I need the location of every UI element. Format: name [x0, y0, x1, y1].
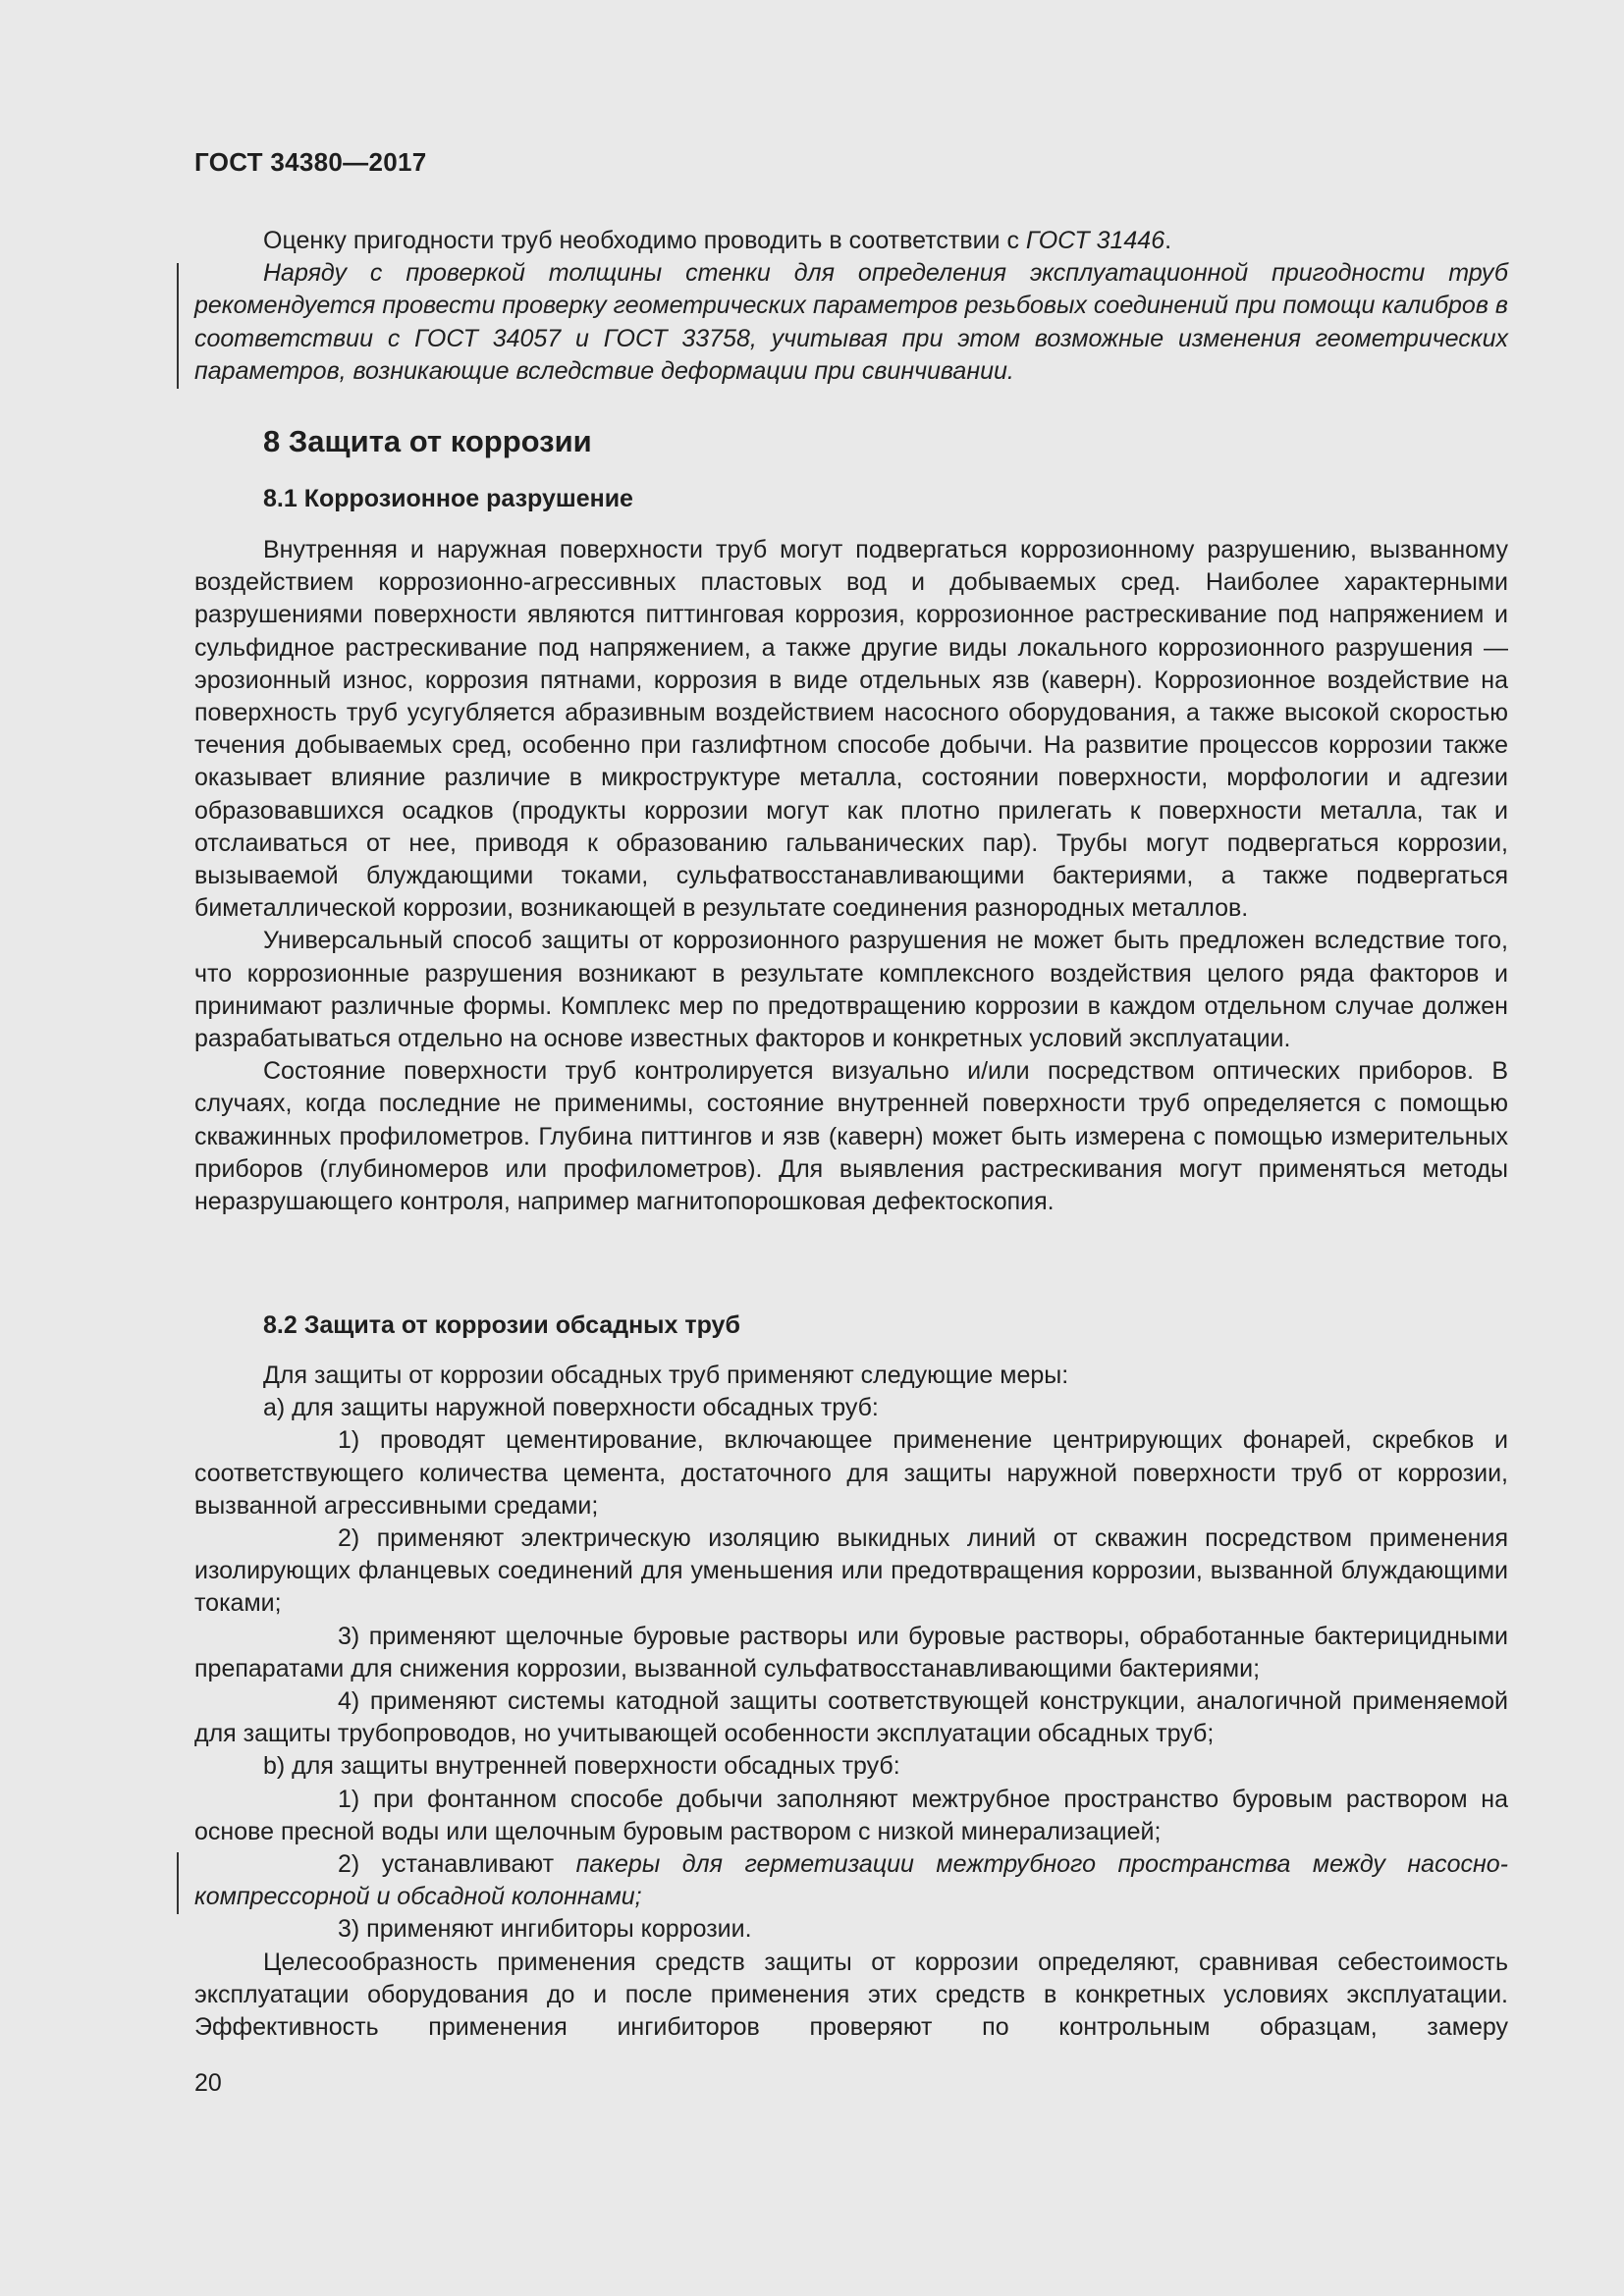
intro-paragraph-2: Наряду с проверкой толщины стенки для определения эксплуатационной пригодности труб рекомендуется провести проверку геометрических параметров резьбовых соединений при помощи калибров в соответствии с ГОСТ 34057 и ГОСТ 33758, учитывая при этом возможные изменения геометрических параметров, возникающие вследствие деформации при свинчивании. — [194, 259, 1508, 385]
subsection-8-1-body — [194, 534, 1508, 1218]
paragraph-closing: Целесообразность применения средств защиты от коррозии определяют, сравнивая себестоимость эксплуатации оборудования до и после применения этих средств в конкретных условиях эксплуатации. Эффективность применения ингибиторов проверяют по контрольным образцам, замеру — [194, 1948, 1508, 2042]
paragraph: Внутренняя и наружная поверхности труб могут подвергаться коррозионному разрушению, вызванному воздействием коррозионно-агрессивных пластовых вод и добываемых сред. Наиболее характерными разрушениями поверхности являются питтинговая коррозия, коррозионное растрескивание под напряжением и сульфидное растрескивание под напряжением, а также другие виды локального коррозионного разрушения — эрозионный износ, коррозия пятнами, коррозия в виде отдельных язв (каверн). Коррозионное воздействие на поверхность труб усугубляется абразивным воздействием насосного оборудования, а также высокой скоростью течения добываемых сред, особенно при газлифтном способе добычи. На развитие процессов коррозии также оказывает влияние различие в микроструктуре металла, состоянии поверхности, морфологии и адгезии образовавшихся осадков (продукты коррозии могут как плотно прилегать к поверхности металла, так и отслаиваться от нее, приводя к образованию гальванических пар). Трубы могут подвергаться коррозии, вызываемой блуждающими токами, сульфатвосстанавливающими бактериями, а также подвергаться биметаллической коррозии, возникающей в результате соединения разнородных металлов. — [194, 536, 1508, 923]
intro-end: . — [1164, 227, 1172, 254]
list-subitem-text: 2) устанавливают — [338, 1850, 576, 1879]
list-item-b: b) для защиты внутренней поверхности обсадных труб: — [263, 1752, 900, 1781]
list-subitem — [194, 1848, 1508, 1913]
intro-text: Оценку пригодности труб необходимо проводить в соответствии с — [263, 227, 1026, 254]
page-number: 20 — [194, 2069, 222, 2097]
document-header: ГОСТ 34380—2017 — [194, 147, 427, 177]
change-bar — [177, 1852, 179, 1914]
list-subitem-italic: пакеры для герметизации межтрубного пространства между насосно-компрессорной и обсадной колоннами; — [194, 1850, 1508, 1911]
section-8 — [194, 424, 1508, 459]
standard-reference: ГОСТ 31446 — [1025, 227, 1165, 254]
subsection-8-1 — [194, 485, 1508, 513]
paragraph: Универсальный способ защиты от коррозионного разрушения не может быть предложен вследствие того, что коррозионные разрушения возникают в результате комплексного воздействия целого ряда факторов и принимают различные формы. Комплекс мер по предотвращению коррозии в каждом отдельном случае должен разрабатываться отдельно на основе известных факторов и конкретных условий эксплуатации. — [194, 927, 1508, 1053]
paragraph: Состояние поверхности труб контролируется визуально и/или посредством оптических приборов. В случаях, когда последние не применимы, состояние внутренней поверхности труб определяется с помощью скважинных профилометров. Глубина питтингов и язв (каверн) может быть измерена с помощью измерительных приборов (глубиномеров или профилометров). Для выявления растрескивания могут применяться методы неразрушающего контроля, например магнитопорошковая дефектоскопия. — [194, 1057, 1508, 1216]
paragraph-lead: Для защиты от коррозии обсадных труб применяют следующие меры: — [263, 1362, 1069, 1389]
list-subitem: 4) применяют системы катодной защиты соответствующей конструкции, аналогичной применяемой для защиты трубопроводов, но учитывающей особенности эксплуатации обсадных труб; — [194, 1687, 1508, 1748]
list-subitem: 1) проводят цементирование, включающее применение центрирующих фонарей, скребков и соответствующего количества цемента, достаточного для защиты наружной поверхности труб от коррозии, вызванной агрессивными средами; — [194, 1426, 1508, 1520]
intro-paragraph-1 — [194, 225, 1508, 257]
list-subitem: 1) при фонтанном способе добычи заполняют межтрубное пространство буровым раствором на основе пресной воды или щелочным буровым раствором с низкой минерализацией; — [194, 1785, 1508, 1845]
list-subitem: 3) применяют ингибиторы коррозии. — [338, 1915, 752, 1944]
section-title: 8 Защита от коррозии — [263, 424, 592, 458]
subsection-title: 8.1 Коррозионное разрушение — [263, 485, 633, 512]
intro-block — [194, 225, 1508, 388]
change-bar — [177, 263, 179, 389]
subsection-8-2-body — [194, 1360, 1508, 2044]
subsection-title: 8.2 Защита от коррозии обсадных труб — [263, 1311, 740, 1339]
list-subitem: 2) применяют электрическую изоляцию выкидных линий от скважин посредством применения изолирующих фланцевых соединений для уменьшения или предотвращения коррозии, вызванной блуждающими токами; — [194, 1524, 1508, 1618]
subsection-8-2 — [194, 1311, 1508, 1340]
list-subitem: 3) применяют щелочные буровые растворы или буровые растворы, обработанные бактерицидными препаратами для снижения коррозии, вызванной сульфатвосстанавливающими бактериями; — [194, 1622, 1508, 1682]
list-item-a: а) для защиты наружной поверхности обсадных труб: — [263, 1394, 879, 1422]
